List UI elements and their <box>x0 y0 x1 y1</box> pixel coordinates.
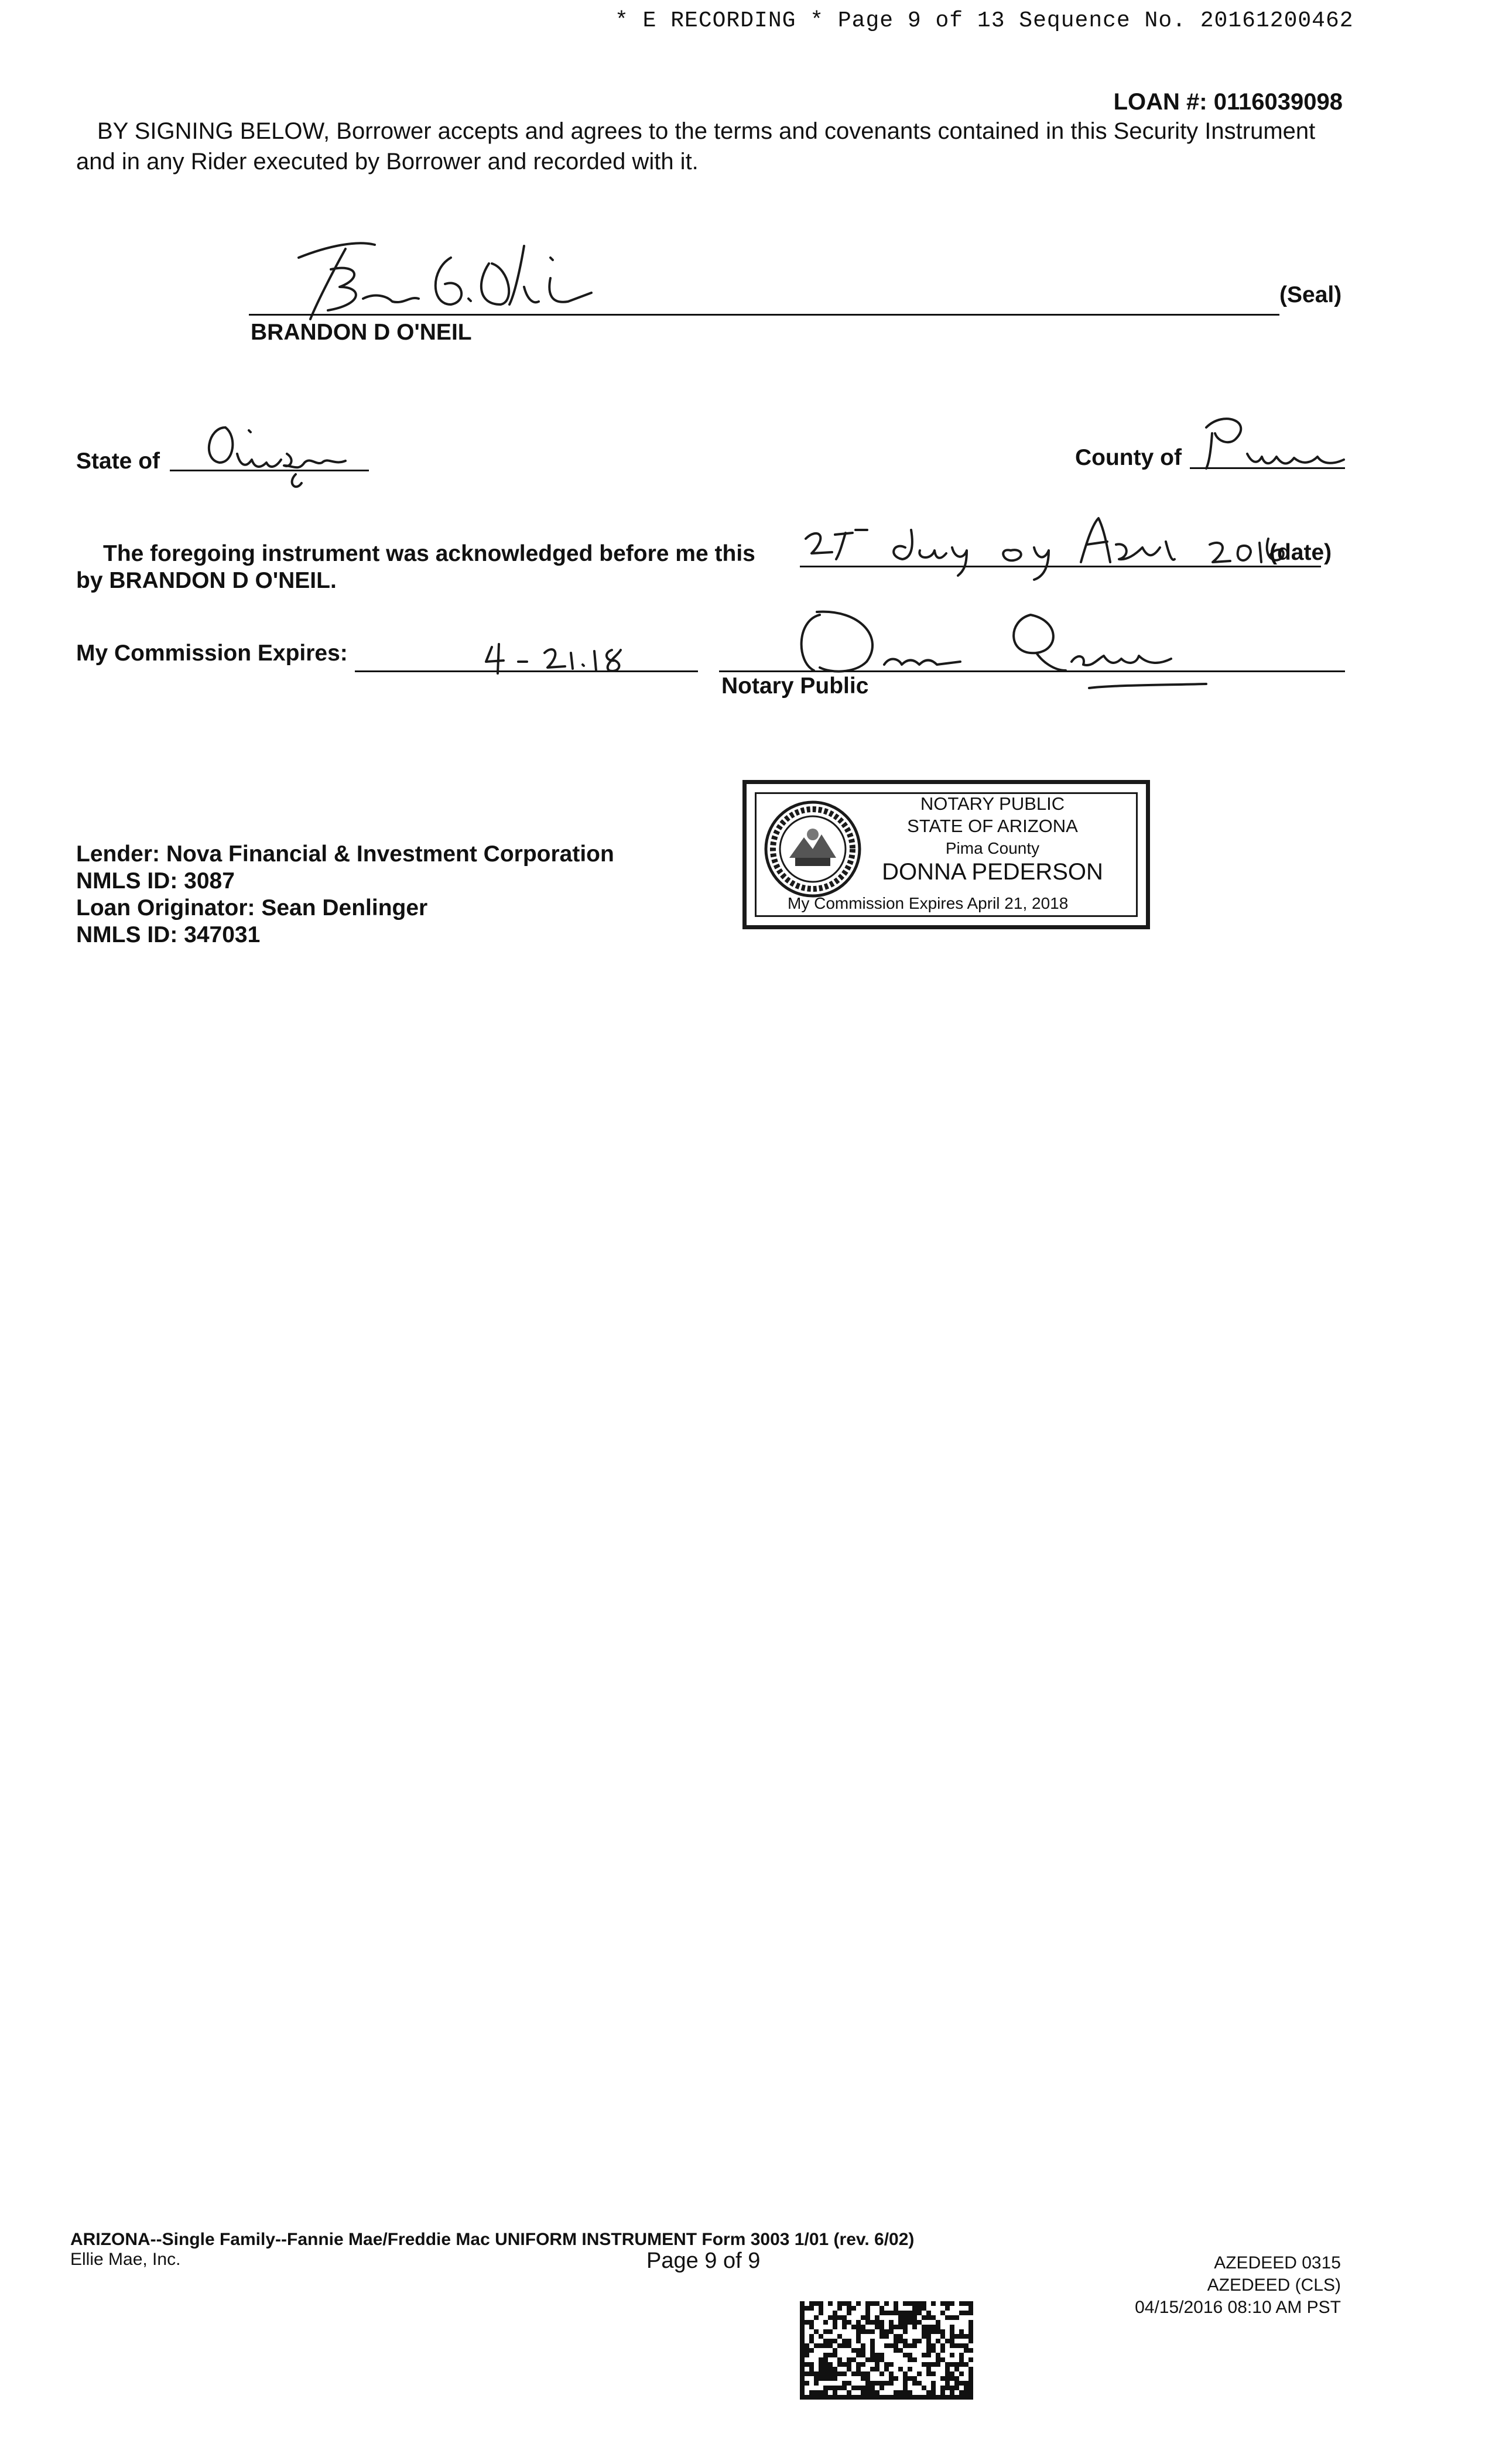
county-label: County of <box>1075 445 1182 470</box>
state-value <box>199 427 200 428</box>
barcode-icon <box>800 2301 973 2400</box>
county-handwriting <box>1189 410 1347 474</box>
acknowledgment-text: The foregoing instrument was acknowledged before me this <box>103 541 755 566</box>
footer-left <box>70 2230 914 2270</box>
originator-nmls: NMLS ID: 347031 <box>76 922 261 947</box>
borrower-name: BRANDON D O'NEIL <box>251 320 472 345</box>
commission-handwriting <box>480 638 644 679</box>
commission-expires-value <box>486 644 487 645</box>
page-number: Page 9 of 9 <box>646 2249 761 2273</box>
signing-statement <box>76 116 1347 177</box>
lender-block <box>76 841 614 949</box>
vendor-name: Ellie Mae, Inc. <box>70 2250 181 2269</box>
print-timestamp: 04/15/2016 08:10 AM PST <box>1135 2298 1341 2317</box>
acknowledgment-by-line: by BRANDON D O'NEIL. <box>76 568 337 593</box>
footer-codes <box>1135 2252 1341 2319</box>
notary-stamp <box>742 780 1150 929</box>
state-label: State of <box>76 449 160 474</box>
form-code: AZEDEED 0315 <box>1214 2253 1341 2273</box>
signing-statement-text: BY SIGNING BELOW, Borrower accepts and agrees to the terms and covenants contained in this Security Instrument and in any Rider executed by Borrower and recorded with it. <box>76 118 1316 174</box>
seal-label: (Seal) <box>1279 282 1342 307</box>
arizona-seal-icon <box>763 799 863 899</box>
stamp-notary-name: DONNA PEDERSON <box>882 859 1103 885</box>
stamp-title: NOTARY PUBLIC <box>920 793 1065 814</box>
commission-label: My Commission Expires: <box>76 641 348 666</box>
lender-name: Lender: Nova Financial & Investment Corporation <box>76 841 614 867</box>
recording-header: * E RECORDING * Page 9 of 13 Sequence No. 20161200462 <box>615 8 1354 33</box>
stamp-county: Pima County <box>945 839 1040 857</box>
form-code-cls: AZEDEED (CLS) <box>1207 2275 1341 2295</box>
borrower-signature-line <box>249 314 1279 316</box>
date-label: (date) <box>1269 540 1332 565</box>
form-identifier: ARIZONA--Single Family--Fannie Mae/Freddie Mac UNIFORM INSTRUMENT Form 3003 1/01 (rev. 6/02) <box>70 2230 915 2249</box>
stamp-state: STATE OF ARIZONA <box>907 816 1078 836</box>
state-handwriting <box>193 419 369 495</box>
loan-number: LOAN #: 0116039098 <box>1113 89 1343 115</box>
loan-originator: Loan Originator: Sean Denlinger <box>76 895 428 920</box>
stamp-expiration: My Commission Expires April 21, 2018 <box>788 894 1069 912</box>
lender-nmls: NMLS ID: 3087 <box>76 868 235 894</box>
notary-public-label: Notary Public <box>721 673 869 699</box>
date-handwriting <box>800 507 1327 583</box>
borrower-signature <box>275 223 603 322</box>
